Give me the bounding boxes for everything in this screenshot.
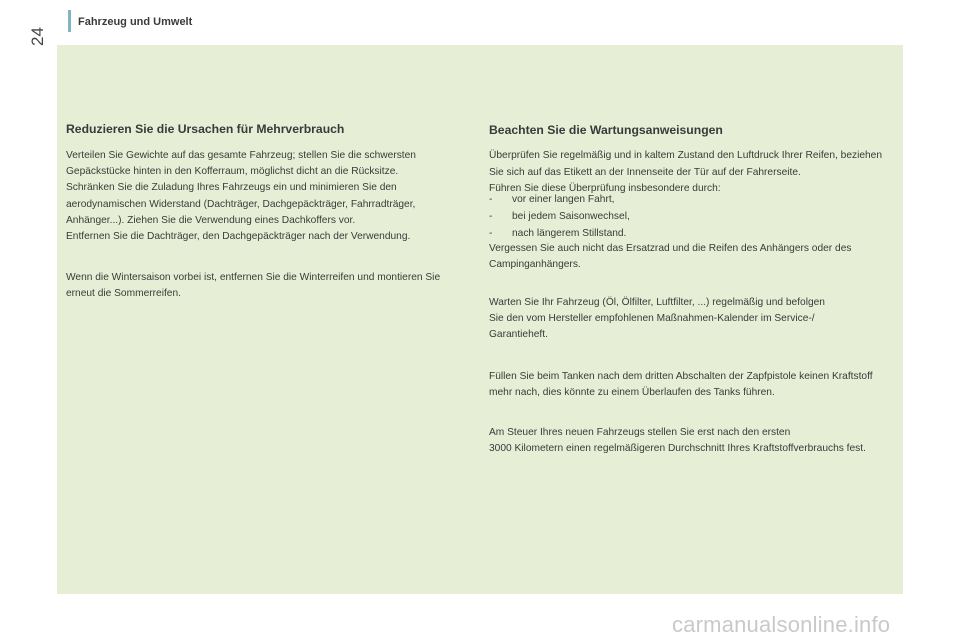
left-heading: Reduzieren Sie die Ursachen für Mehrverbrauch bbox=[66, 122, 345, 136]
list-dash: - bbox=[489, 194, 493, 205]
list-dash: - bbox=[489, 211, 493, 222]
right-heading: Beachten Sie die Wartungsanweisungen bbox=[489, 123, 723, 137]
list-item: - bei jedem Saisonwechsel, bbox=[489, 208, 894, 225]
list-item: - vor einer langen Fahrt, bbox=[489, 191, 894, 208]
right-paragraph-maintenance: Warten Sie Ihr Fahrzeug (Öl, Ölfilter, Luftfilter, ...) regelmäßig und befolgen Sie den vom Hersteller empfohlenen Maßnahmen-Kalender im Service-/ Garantieheft. bbox=[489, 297, 825, 341]
right-paragraph-consumption: Am Steuer Ihres neuen Fahrzeugs stellen Sie erst nach den ersten 3000 Kilometern einen regelmäßigeren Durchschnitt Ihres Kraftstoffverbrauchs fest. bbox=[489, 427, 866, 455]
content-panel bbox=[57, 45, 903, 594]
site-watermark: carmanualsonline.info bbox=[672, 612, 891, 637]
right-paragraph-refuelling: Füllen Sie beim Tanken nach dem dritten Abschalten der Zapfpistole keinen Kraftstoff mehr nach, dies könnte zu einem Überlaufen des Tanks führen. bbox=[489, 371, 873, 399]
list-dash: - bbox=[489, 228, 493, 239]
header-accent-bar bbox=[68, 10, 71, 32]
left-paragraph-weight: Verteilen Sie Gewichte auf das gesamte Fahrzeug; stellen Sie die schwersten Gepäckstücke hinten in den Kofferraum, möglichst dicht an die Rücksitze. Schränken Sie die Zuladung Ihres Fahrzeugs ein und minimieren Sie den aerodynamischen Widerstand (Dachträger, Dachgepäckträger, Fahrradträger, Anhänger...). Ziehen Sie die Verwendung eines Dachkoffers vor. Entfernen Sie die Dachträger, den Dachgepäckträger nach der Verwendung. bbox=[66, 150, 416, 243]
page-number: 24 bbox=[28, 27, 47, 46]
right-paragraph-spare-wheel: Vergessen Sie auch nicht das Ersatzrad und die Reifen des Anhängers oder des Campinganhängers. bbox=[489, 243, 852, 271]
right-paragraph-tyre-pressure: Überprüfen Sie regelmäßig und in kaltem Zustand den Luftdruck Ihrer Reifen, beziehen Sie sich auf das Etikett an der Innenseite der Tür auf der Fahrerseite. Führen Sie diese Überprüfung insbesondere durch: bbox=[489, 150, 883, 195]
section-title: Fahrzeug und Umwelt bbox=[78, 16, 193, 28]
check-occasions-list bbox=[489, 191, 894, 242]
list-item: - nach längerem Stillstand. bbox=[489, 225, 894, 242]
left-paragraph-winter: Wenn die Wintersaison vorbei ist, entfernen Sie die Winterreifen und montieren Sie erneut die Sommerreifen. bbox=[66, 272, 441, 300]
